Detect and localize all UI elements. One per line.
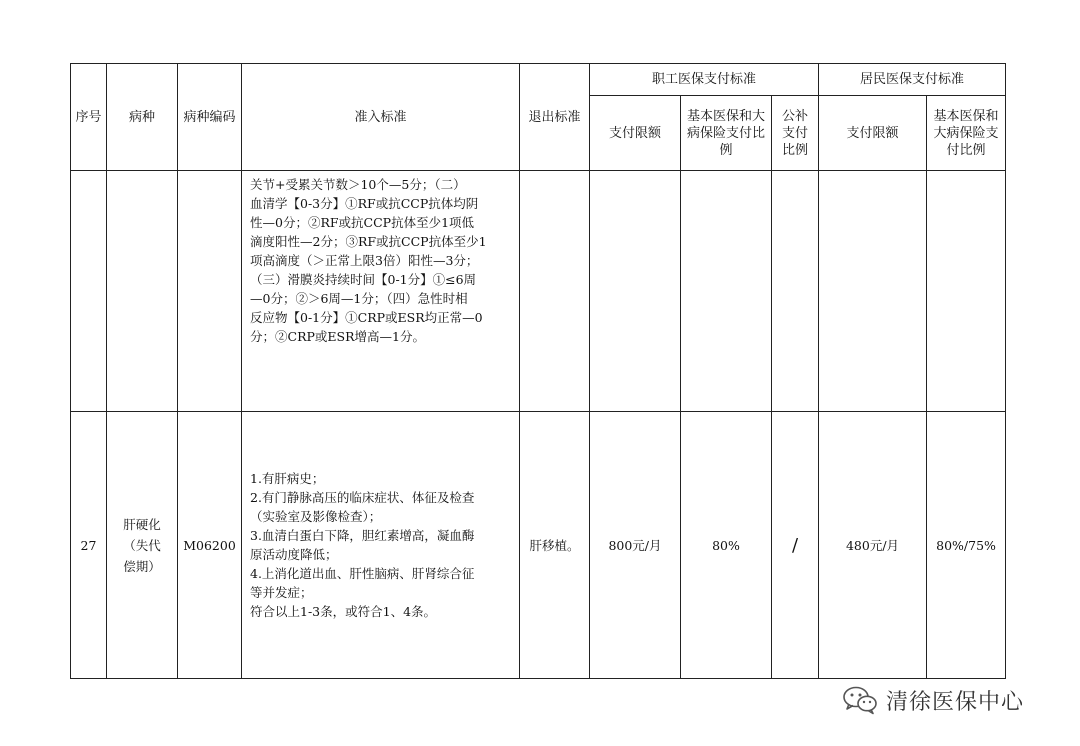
cell-empty [772, 171, 819, 412]
wechat-icon [842, 685, 878, 715]
criteria-line: 符合以上1-3条，或符合1、4条。 [250, 604, 437, 619]
cell-seq: 27 [71, 412, 107, 679]
cell-empty [681, 171, 772, 412]
criteria-line: 3.血清白蛋白下降，胆红素增高，凝血酶 [250, 528, 475, 543]
cell-empty [819, 171, 927, 412]
criteria-line: 分；②CRP或ESR增高—1分。 [250, 329, 425, 344]
disease-line: 偿期） [123, 558, 161, 574]
disease-line: （失代 [123, 537, 161, 553]
cell-emp-limit: 800元/月 [590, 412, 681, 679]
cell-empty [520, 171, 590, 412]
watermark-text: 清徐医保中心 [886, 689, 1025, 715]
header-admission: 准入标准 [242, 64, 520, 171]
cell-emp-public: / [772, 412, 819, 679]
criteria-line: 2.有门静脉高压的临床症状、体征及检查 [250, 490, 475, 505]
header-employee-group: 职工医保支付标准 [590, 64, 819, 96]
table-row-27 [71, 412, 1006, 679]
cell-empty [178, 171, 242, 412]
cell-emp-ratio: 80% [681, 412, 772, 679]
criteria-line: 关节+受累关节数＞10个—5分；（二） [250, 177, 466, 192]
header-row-1 [71, 64, 1006, 96]
header-seq: 序号 [71, 64, 107, 171]
cell-empty [927, 171, 1006, 412]
cell-criteria [242, 412, 520, 679]
header-res-limit: 支付限额 [819, 96, 927, 171]
criteria-line: 原活动度降低； [250, 547, 338, 562]
header-disease: 病种 [107, 64, 178, 171]
criteria-line: （三）滑膜炎持续时间【0-1分】①≤6周 [250, 272, 477, 287]
cell-empty [590, 171, 681, 412]
criteria-line: （实验室及影像检查）； [250, 509, 382, 524]
cell-code: M06200 [178, 412, 242, 679]
criteria-line: 1.有肝病史； [250, 471, 325, 486]
criteria-line: —0分；②＞6周—1分；（四）急性时相 [250, 291, 468, 306]
header-emp-ratio: 基本医保和大病保险支付比例 [681, 96, 772, 171]
cell-criteria-continuation [242, 171, 520, 412]
criteria-line: 4.上消化道出血、肝性脑病、肝肾综合征 [250, 566, 475, 581]
cell-disease [107, 412, 178, 679]
header-emp-public: 公补支付比例 [772, 96, 819, 171]
table-row-continuation [71, 171, 1006, 412]
criteria-line: 等并发症； [250, 585, 313, 600]
cell-exit: 肝移植。 [520, 412, 590, 679]
cell-empty [71, 171, 107, 412]
header-emp-limit: 支付限额 [590, 96, 681, 171]
criteria-line: 血清学【0-3分】①RF或抗CCP抗体均阴 [250, 196, 479, 211]
watermark [842, 684, 1024, 716]
cell-res-limit: 480元/月 [819, 412, 927, 679]
criteria-line: 滴度阳性—2分；③RF或抗CCP抗体至少1 [250, 234, 487, 249]
criteria-line: 反应物【0-1分】①CRP或ESR均正常—0 [250, 310, 483, 325]
header-resident-group: 居民医保支付标准 [819, 64, 1006, 96]
criteria-line: 性—0分；②RF或抗CCP抗体至少1项低 [250, 215, 475, 230]
header-res-ratio: 基本医保和大病保险支付比例 [927, 96, 1006, 171]
medical-insurance-table [70, 63, 1006, 679]
header-exit: 退出标准 [520, 64, 590, 171]
cell-res-ratio: 80%/75% [927, 412, 1006, 679]
criteria-line: 项高滴度（＞正常上限3倍）阳性—3分； [250, 253, 479, 268]
disease-line: 肝硬化 [123, 516, 161, 532]
cell-empty [107, 171, 178, 412]
header-code: 病种编码 [178, 64, 242, 171]
